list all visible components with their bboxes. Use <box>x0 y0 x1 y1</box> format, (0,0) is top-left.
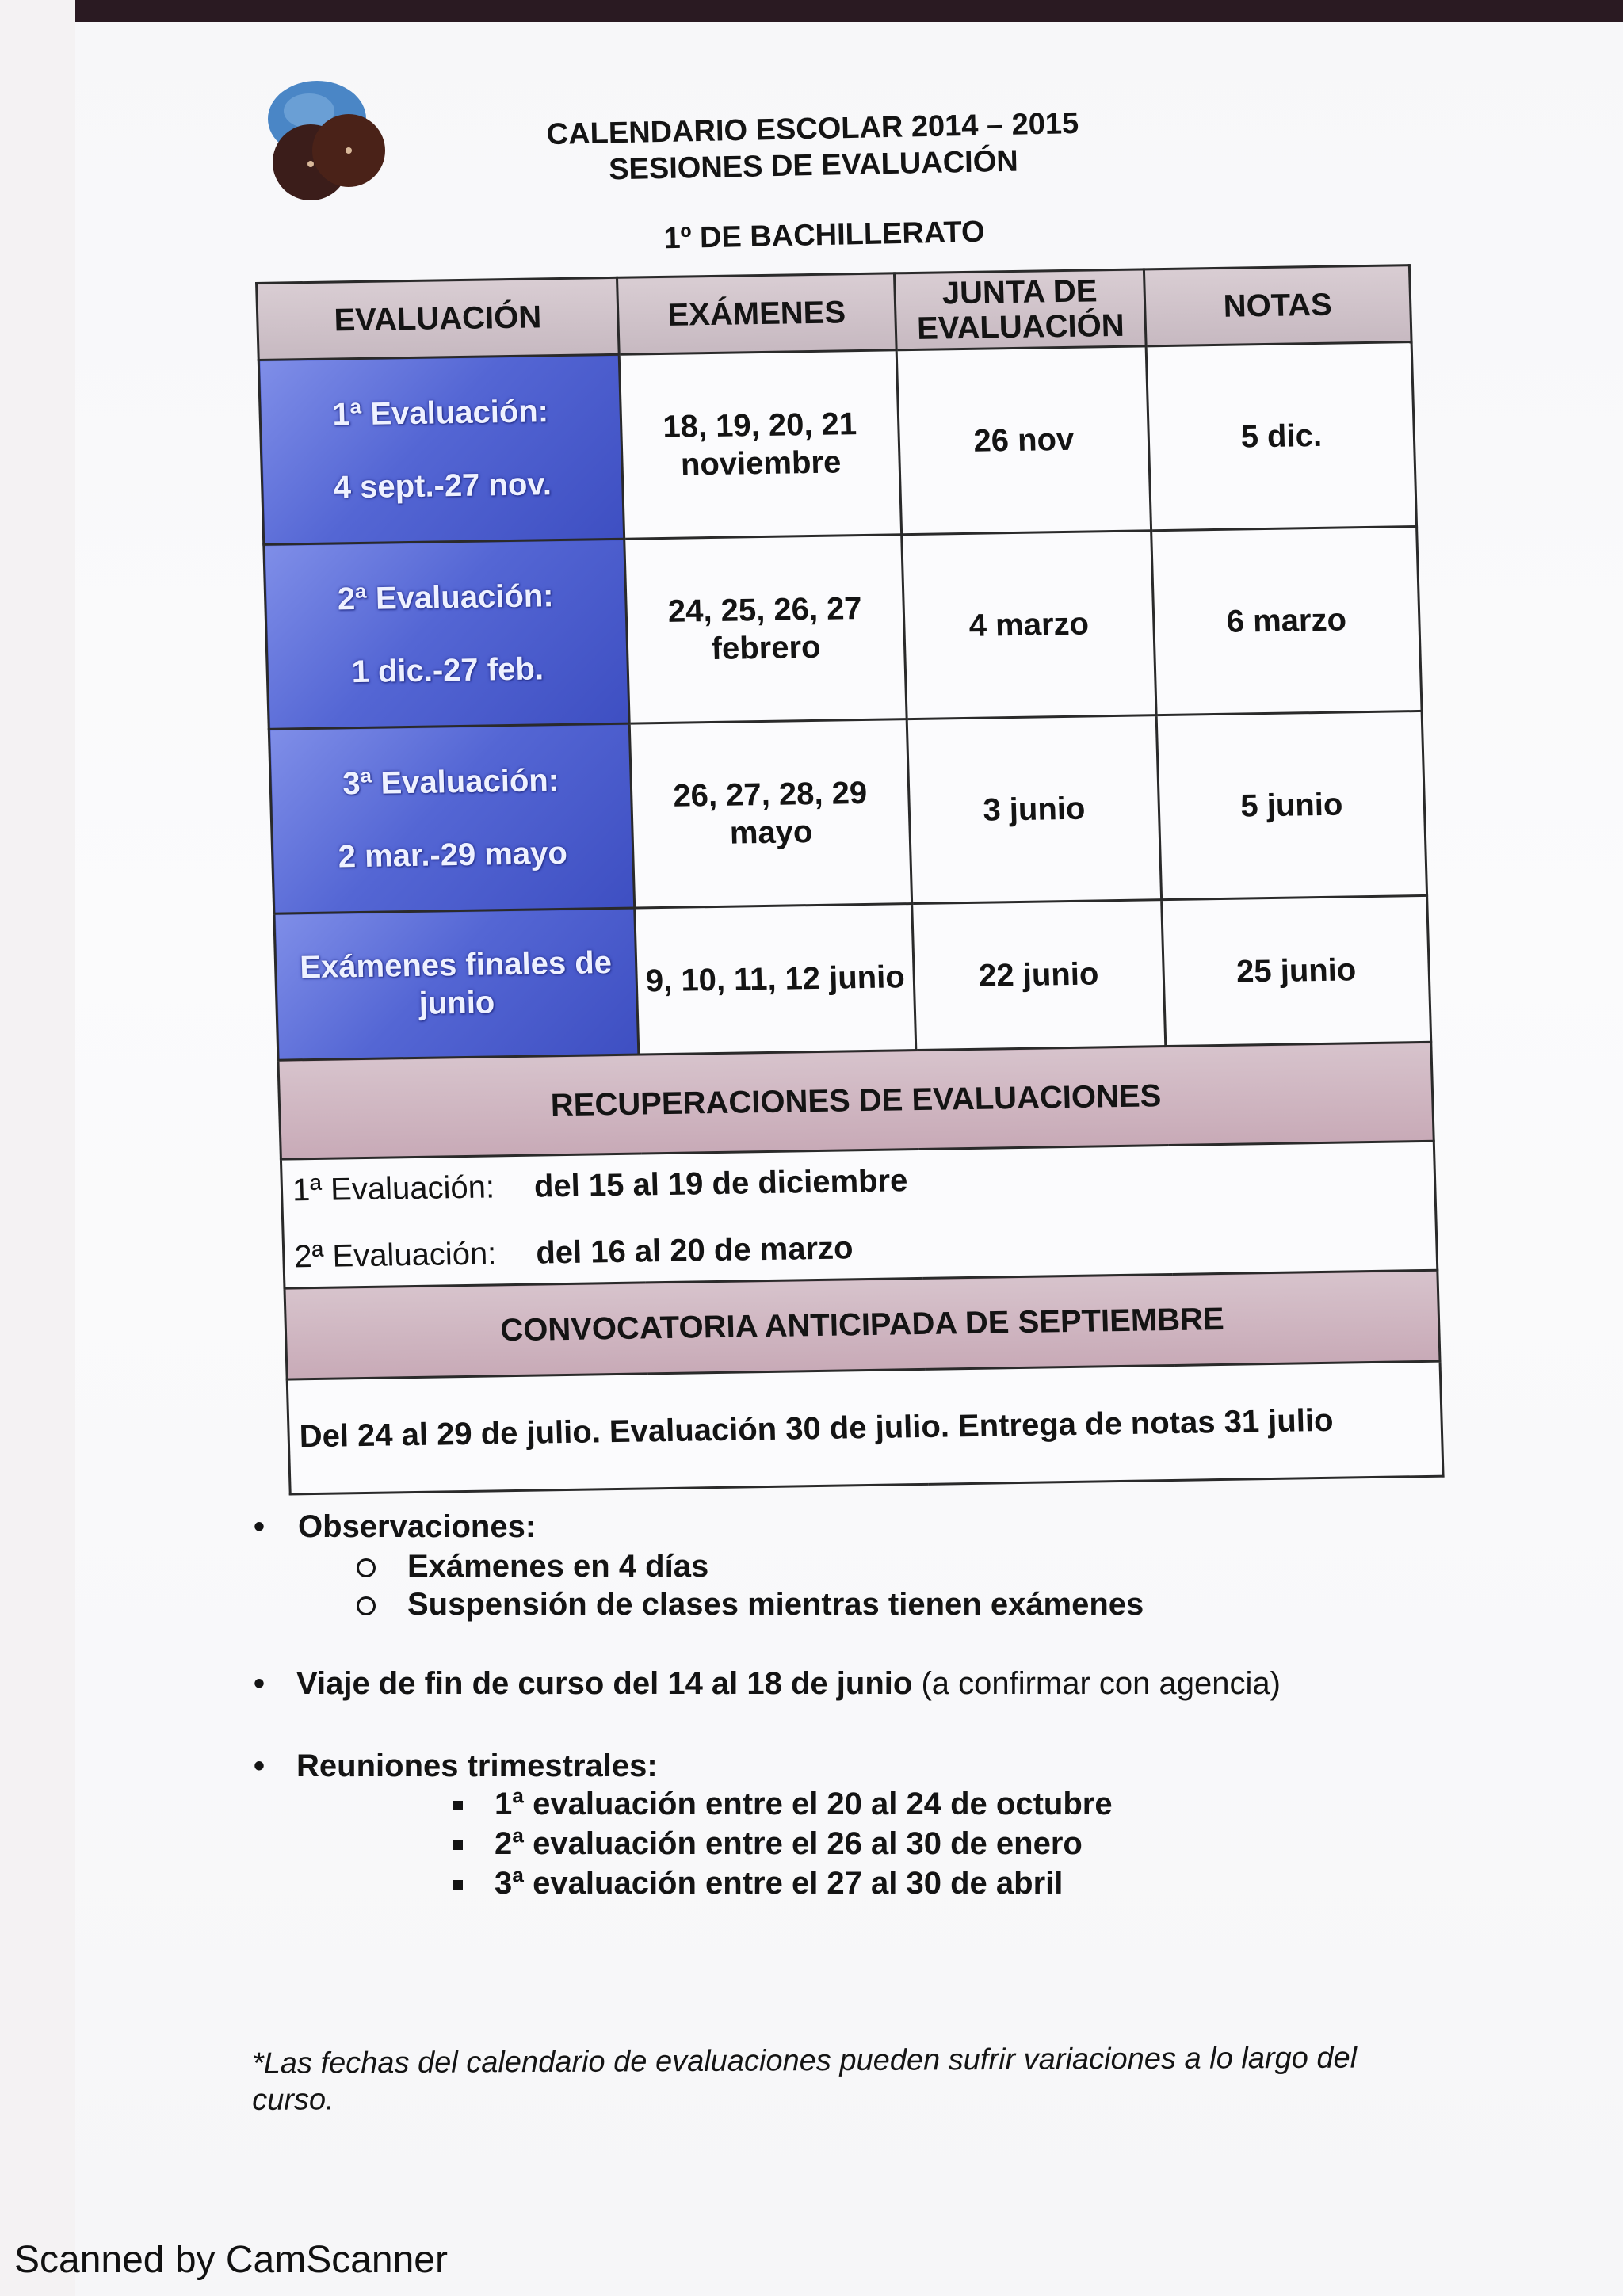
recuperacion-line <box>292 1154 1424 1209</box>
square-bullet-icon <box>453 1840 463 1850</box>
sub-bullet <box>357 1587 1144 1623</box>
bullet-viaje: • Viaje de fin de curso del 14 al 18 de junio (a confirmar con agencia) <box>254 1666 1281 1701</box>
bullet-reuniones: • Reuniones trimestrales: <box>254 1749 658 1783</box>
document-subtitle: 1º DE BACHILLERATO <box>663 215 985 256</box>
reuniones-label: Reuniones trimestrales: <box>296 1749 658 1783</box>
notas-cell: 6 marzo <box>1151 527 1422 715</box>
sub-bullet <box>453 1787 1113 1822</box>
examenes-cell: 26, 27, 28, 29 mayo <box>629 719 911 908</box>
recuperaciones-cell <box>281 1141 1437 1288</box>
footnote: *Las fechas del calendario de evaluaciones pueden sufrir variaciones a lo largo del curso. <box>251 2041 1358 2117</box>
convocatoria-header-row <box>285 1270 1440 1379</box>
junta-cell: 4 marzo <box>902 531 1156 719</box>
title-line-2: SESIONES DE EVALUACIÓN <box>608 144 1019 187</box>
notas-cell: 5 junio <box>1156 711 1426 899</box>
table-row <box>274 895 1431 1060</box>
sub-bullet <box>453 1866 1063 1901</box>
square-bullet-icon <box>453 1801 463 1810</box>
evaluation-dates: 1 dic.-27 feb. <box>351 651 544 690</box>
circle-bullet-icon <box>357 1596 376 1615</box>
evaluation-table <box>255 264 1442 1495</box>
evaluation-dates: 2 mar.-29 mayo <box>338 835 568 875</box>
header-evaluacion: EVALUACIÓN <box>257 277 620 360</box>
recuperacion-label: 2ª Evaluación: <box>293 1236 497 1275</box>
junta-cell: 22 junio <box>912 900 1166 1051</box>
title-line-1: CALENDARIO ESCOLAR 2014 – 2015 <box>546 106 1079 152</box>
bullet-observaciones: • Observaciones: <box>254 1509 537 1544</box>
evaluation-title: 2ª Evaluación: <box>337 578 555 617</box>
recuperaciones-title: RECUPERACIONES DE EVALUACIONES <box>278 1042 1434 1159</box>
sub-bullet <box>453 1826 1083 1862</box>
reunion-item: 2ª evaluación entre el 26 al 30 de enero <box>495 1826 1083 1861</box>
recuperaciones-header-row <box>278 1042 1434 1159</box>
evaluation-cell <box>274 908 639 1060</box>
sub-bullet <box>357 1549 708 1585</box>
table-row <box>258 342 1416 545</box>
convocatoria-text: Del 24 al 29 de julio. Evaluación 30 de julio. Entrega de notas 31 julio <box>287 1361 1443 1494</box>
scan-top-edge <box>75 0 1623 22</box>
recuperacion-dates: del 15 al 19 de diciembre <box>533 1163 908 1204</box>
convocatoria-row <box>287 1361 1443 1494</box>
header-notas: NOTAS <box>1144 265 1411 346</box>
notas-cell: 5 dic. <box>1146 342 1416 531</box>
scanner-watermark: Scanned by CamScanner <box>14 2239 448 2281</box>
recuperacion-label: 1ª Evaluación: <box>292 1169 495 1208</box>
junta-cell: 3 junio <box>907 715 1161 904</box>
recuperaciones-row <box>281 1141 1437 1288</box>
reunion-item: 3ª evaluación entre el 27 al 30 de abril <box>495 1866 1064 1901</box>
reunion-item: 1ª evaluación entre el 20 al 24 de octubre <box>495 1787 1113 1821</box>
junta-cell: 26 nov <box>896 346 1151 535</box>
observaciones-label: Observaciones: <box>298 1509 537 1544</box>
examenes-cell: 18, 19, 20, 21 noviembre <box>619 350 901 539</box>
convocatoria-title: CONVOCATORIA ANTICIPADA DE SEPTIEMBRE <box>285 1270 1440 1379</box>
evaluation-title: 1ª Evaluación: <box>331 394 549 433</box>
header-examenes: EXÁMENES <box>617 273 896 354</box>
table-row <box>269 711 1426 913</box>
school-logo-icon <box>254 75 404 218</box>
evaluation-cell <box>258 354 624 544</box>
examenes-cell: 24, 25, 26, 27 febrero <box>624 535 907 723</box>
viaje-text: Viaje de fin de curso del 14 al 18 de junio <box>296 1666 913 1701</box>
observacion-item: Suspensión de clases mientras tienen exámenes <box>407 1587 1144 1622</box>
square-bullet-icon <box>453 1880 463 1890</box>
evaluation-cell <box>269 723 634 913</box>
examenes-cell: 9, 10, 11, 12 junio <box>635 904 916 1055</box>
evaluation-title: Exámenes finales de junio <box>299 945 613 1021</box>
header-junta: JUNTA DE EVALUACIÓN <box>894 269 1146 350</box>
evaluation-dates: 4 sept.-27 nov. <box>333 467 552 505</box>
observacion-item: Exámenes en 4 días <box>407 1549 709 1584</box>
evaluation-title: 3ª Evaluación: <box>342 763 559 802</box>
evaluation-cell <box>264 539 629 729</box>
notas-cell: 25 junio <box>1162 895 1431 1046</box>
table-row <box>264 527 1422 730</box>
viaje-note: (a confirmar con agencia) <box>912 1666 1281 1701</box>
recuperacion-dates: del 16 al 20 de marzo <box>535 1230 854 1271</box>
circle-bullet-icon <box>357 1558 376 1577</box>
recuperacion-line <box>294 1220 1426 1276</box>
